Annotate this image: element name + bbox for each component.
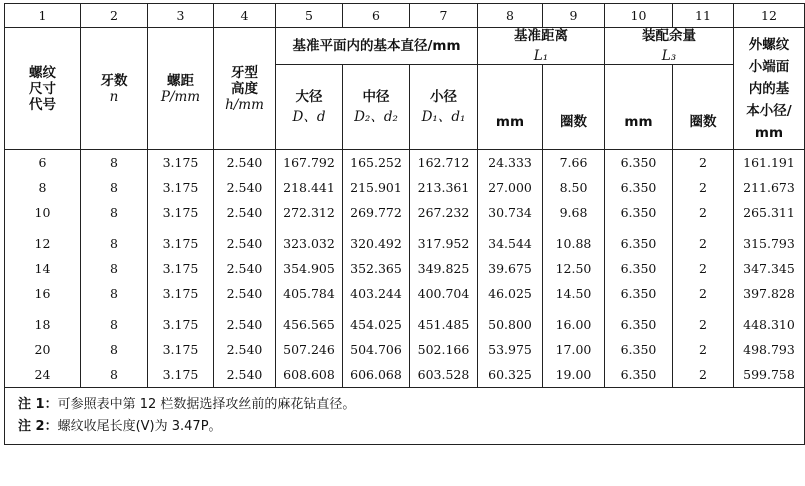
- table-cell: 6.350: [605, 256, 673, 281]
- table-cell: 2.540: [214, 256, 276, 281]
- table-cell: 504.706: [343, 337, 410, 362]
- table-cell: 320.492: [343, 225, 410, 256]
- table-cell: 2.540: [214, 175, 276, 200]
- table-cell: 2.540: [214, 306, 276, 337]
- table-cell: 218.441: [276, 175, 343, 200]
- table-cell: 606.068: [343, 362, 410, 388]
- table-cell: 34.544: [478, 225, 543, 256]
- table-cell: 6.350: [605, 150, 673, 176]
- table-cell: 608.608: [276, 362, 343, 388]
- column-number: 9: [543, 4, 605, 28]
- table-row: [5, 306, 805, 337]
- table-cell: 8.50: [543, 175, 605, 200]
- table-cell: 2: [673, 256, 734, 281]
- table-cell: 2: [673, 337, 734, 362]
- note-1: 注 1：可参照表中第 12 栏数据选择攻丝前的麻花钻直径。: [18, 397, 356, 412]
- table-cell: 349.825: [410, 256, 478, 281]
- thread-spec-table-container: [4, 3, 795, 445]
- table-row: [5, 225, 805, 256]
- table-cell: 315.793: [734, 225, 805, 256]
- table-cell: 599.758: [734, 362, 805, 388]
- table-row: [5, 175, 805, 200]
- table-cell: 6.350: [605, 306, 673, 337]
- table-cell: 6.350: [605, 225, 673, 256]
- table-cell: 10.88: [543, 225, 605, 256]
- table-cell: 456.565: [276, 306, 343, 337]
- table-row: [5, 337, 805, 362]
- table-cell: 2.540: [214, 337, 276, 362]
- table-cell: 53.975: [478, 337, 543, 362]
- table-cell: 448.310: [734, 306, 805, 337]
- table-cell: 2: [673, 175, 734, 200]
- table-cell: 24: [5, 362, 81, 388]
- table-cell: 8: [81, 225, 148, 256]
- table-cell: 6.350: [605, 362, 673, 388]
- table-cell: 20: [5, 337, 81, 362]
- table-cell: 323.032: [276, 225, 343, 256]
- notes-row: [5, 388, 805, 445]
- table-cell: 8: [81, 200, 148, 225]
- table-cell: 2: [673, 150, 734, 176]
- column-number: 1: [5, 4, 81, 28]
- table-cell: 400.704: [410, 281, 478, 306]
- table-cell: 161.191: [734, 150, 805, 176]
- header-allowance-mm: mm: [605, 65, 673, 150]
- header-major-diameter: 大径 D、d: [276, 65, 343, 150]
- table-cell: 8: [81, 150, 148, 176]
- table-cell: 405.784: [276, 281, 343, 306]
- table-cell: 24.333: [478, 150, 543, 176]
- column-number: 8: [478, 4, 543, 28]
- table-cell: 39.675: [478, 256, 543, 281]
- table-cell: 60.325: [478, 362, 543, 388]
- table-cell: 2: [673, 281, 734, 306]
- table-cell: 352.365: [343, 256, 410, 281]
- table-cell: 8: [81, 306, 148, 337]
- table-cell: 14: [5, 256, 81, 281]
- column-number: 10: [605, 4, 673, 28]
- table-cell: 267.232: [410, 200, 478, 225]
- table-cell: 347.345: [734, 256, 805, 281]
- table-cell: 397.828: [734, 281, 805, 306]
- table-cell: 3.175: [148, 337, 214, 362]
- table-cell: 265.311: [734, 200, 805, 225]
- column-number: 7: [410, 4, 478, 28]
- table-cell: 454.025: [343, 306, 410, 337]
- header-teeth-count: 牙数 n: [81, 28, 148, 150]
- column-number: 6: [343, 4, 410, 28]
- table-cell: 603.528: [410, 362, 478, 388]
- table-cell: 16: [5, 281, 81, 306]
- table-cell: 6.350: [605, 337, 673, 362]
- table-cell: 3.175: [148, 225, 214, 256]
- table-cell: 211.673: [734, 175, 805, 200]
- table-cell: 27.000: [478, 175, 543, 200]
- header-tooth-height: 牙型 高度 h/mm: [214, 28, 276, 150]
- table-cell: 6: [5, 150, 81, 176]
- header-basic-diameter-group: 基准平面内的基本直径/mm: [276, 28, 478, 65]
- table-cell: 19.00: [543, 362, 605, 388]
- table-cell: 269.772: [343, 200, 410, 225]
- column-number: 11: [673, 4, 734, 28]
- table-cell: 6.350: [605, 175, 673, 200]
- table-cell: 2.540: [214, 150, 276, 176]
- header-pitch-diameter: 中径 D₂、d₂: [343, 65, 410, 150]
- table-cell: 3.175: [148, 306, 214, 337]
- table-cell: 18: [5, 306, 81, 337]
- table-row: [5, 200, 805, 225]
- header-distance-mm: mm: [478, 65, 543, 150]
- table-cell: 8: [81, 337, 148, 362]
- table-cell: 213.361: [410, 175, 478, 200]
- table-row: [5, 281, 805, 306]
- table-cell: 3.175: [148, 200, 214, 225]
- column-number: 12: [734, 4, 805, 28]
- table-cell: 317.952: [410, 225, 478, 256]
- table-cell: 8: [81, 175, 148, 200]
- header-assembly-allowance: 装配余量 L₃: [605, 28, 734, 65]
- table-cell: 162.712: [410, 150, 478, 176]
- table-cell: 502.166: [410, 337, 478, 362]
- table-cell: 16.00: [543, 306, 605, 337]
- header-reference-distance: 基准距离 L₁: [478, 28, 605, 65]
- table-cell: 50.800: [478, 306, 543, 337]
- header-thread-size-code: 螺纹 尺寸 代号: [5, 28, 81, 150]
- table-cell: 498.793: [734, 337, 805, 362]
- table-cell: 10: [5, 200, 81, 225]
- table-cell: 215.901: [343, 175, 410, 200]
- table-cell: 2: [673, 225, 734, 256]
- header-allowance-turns: 圈数: [673, 65, 734, 150]
- table-cell: 403.244: [343, 281, 410, 306]
- table-cell: 8: [5, 175, 81, 200]
- table-cell: 17.00: [543, 337, 605, 362]
- table-cell: 46.025: [478, 281, 543, 306]
- table-row: [5, 256, 805, 281]
- table-cell: 2.540: [214, 281, 276, 306]
- table-cell: 2.540: [214, 362, 276, 388]
- table-cell: 2.540: [214, 200, 276, 225]
- table-row: [5, 150, 805, 176]
- table-cell: 507.246: [276, 337, 343, 362]
- table-cell: 30.734: [478, 200, 543, 225]
- table-cell: 167.792: [276, 150, 343, 176]
- table-cell: 6.350: [605, 200, 673, 225]
- table-cell: 8: [81, 256, 148, 281]
- table-body: [5, 150, 805, 388]
- table-cell: 12.50: [543, 256, 605, 281]
- column-number: 2: [81, 4, 148, 28]
- table-cell: 2: [673, 306, 734, 337]
- table-cell: 165.252: [343, 150, 410, 176]
- table-cell: 7.66: [543, 150, 605, 176]
- table-cell: 3.175: [148, 256, 214, 281]
- table-cell: 2: [673, 362, 734, 388]
- table-cell: 3.175: [148, 281, 214, 306]
- column-number-row: [5, 4, 805, 28]
- table-cell: 2.540: [214, 225, 276, 256]
- table-cell: 6.350: [605, 281, 673, 306]
- table-cell: 12: [5, 225, 81, 256]
- table-cell: 9.68: [543, 200, 605, 225]
- header-row-1: [5, 28, 805, 65]
- header-outer-small-end-minor: 外螺纹 小端面 内的基 本小径/ mm: [734, 28, 805, 150]
- table-cell: 3.175: [148, 362, 214, 388]
- table-cell: 451.485: [410, 306, 478, 337]
- table-cell: 8: [81, 281, 148, 306]
- table-cell: 8: [81, 362, 148, 388]
- notes-cell: [5, 388, 805, 445]
- table-row: [5, 362, 805, 388]
- header-distance-turns: 圈数: [543, 65, 605, 150]
- note-2: 注 2：螺纹收尾长度(V)为 3.47P。: [18, 419, 222, 434]
- header-pitch: 螺距 P/mm: [148, 28, 214, 150]
- column-number: 5: [276, 4, 343, 28]
- table-cell: 14.50: [543, 281, 605, 306]
- column-number: 4: [214, 4, 276, 28]
- table-cell: 2: [673, 200, 734, 225]
- table-cell: 354.905: [276, 256, 343, 281]
- table-cell: 3.175: [148, 150, 214, 176]
- thread-spec-table: [4, 3, 805, 445]
- table-cell: 272.312: [276, 200, 343, 225]
- table-cell: 3.175: [148, 175, 214, 200]
- header-minor-diameter: 小径 D₁、d₁: [410, 65, 478, 150]
- column-number: 3: [148, 4, 214, 28]
